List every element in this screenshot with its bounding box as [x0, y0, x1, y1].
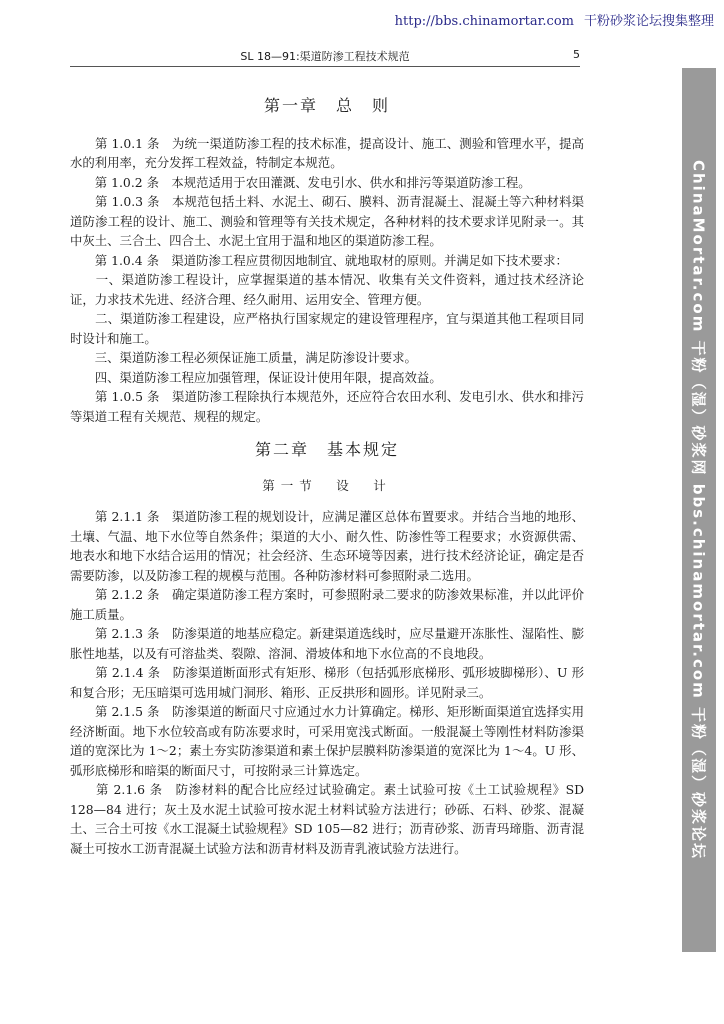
site-url: http://bbs.chinamortar.com: [394, 14, 574, 29]
sidebar-vertical-text: ChinaMortar.com 干粉（湿）砂浆网 bbs.chinamortar.com 干粉（湿）砂浆论坛: [689, 159, 708, 861]
section-title: 第一节 设 计: [262, 477, 392, 493]
paragraph: 第 2.1.6 条 防渗材料的配合比应经过试验确定。素土试验可按《土工试验规程》SD 128—84 进行；灰土及水泥土试验可按水泥土材料试验方法进行；砂砾、石料、砂浆、混凝土、三合土可按《水工混凝土试验规程》SD 105—82 进行；沥青砂浆、沥青玛𤧛脂、沥青混凝土可按水工沥青混凝土试验方法和沥青材料及沥青乳液试验方法进行。: [70, 782, 584, 856]
paragraph: 二、渠道防渗工程建设，应严格执行国家规定的建设管理程序，宜与渠道其他工程项目同时设计和施工。: [70, 311, 584, 346]
running-header: [70, 48, 580, 65]
header-rule: [70, 66, 580, 67]
paragraph: 一、渠道防渗工程设计，应掌握渠道的基本情况、收集有关文件资料，通过技术经济论证，力求技术先进、经济合理、经久耐用、运用安全、管理方便。: [70, 272, 584, 307]
paragraph: 第 2.1.4 条 防渗渠道断面形式有矩形、梯形（包括弧形底梯形、弧形坡脚梯形）、U 形和复合形；无压暗渠可选用城门洞形、箱形、正反拱形和圆形。详见附录三。: [70, 665, 584, 700]
paragraph: 第 2.1.1 条 渠道防渗工程的规划设计，应满足灌区总体布置要求。并结合当地的地形、土壤、气温、地下水位等自然条件；渠道的大小、耐久性、防渗性等工程要求；水资源供需、地表水和地下水结合运用的情况；社会经济、生态环境等因素，进行技术经济论证，确定是否需要防渗，以及防渗工程的规模与范围。各种防渗材料可参照附录二选用。: [70, 509, 584, 583]
watermark-sidebar: [682, 68, 716, 952]
paragraph: 第 1.0.4 条 渠道防渗工程应贯彻因地制宜、就地取材的原则。并满足如下技术要求：: [70, 252, 568, 268]
paragraph: 第 2.1.5 条 防渗渠道的断面尺寸应通过水力计算确定。梯形、矩形断面渠道宜选择实用经济断面。地下水位较高或有防冻要求时，可采用宽浅式断面。一般混凝土等刚性材料防渗渠道的宽深比为 1～2；素土夯实防渗渠道和素土保护层膜料防渗渠道的宽深比为 1～4。U 形、弧形底梯形和暗渠的断面尺寸，可按附录三计算选定。: [70, 704, 584, 778]
paragraph: 第 1.0.2 条 本规范适用于农田灌溉、发电引水、供水和排污等渠道防渗工程。: [70, 174, 531, 190]
chapter-1-title: 第一章 总 则: [263, 96, 390, 115]
paragraph: 四、渠道防渗工程应加强管理，保证设计使用年限，提高效益。: [70, 369, 442, 385]
site-title: 干粉砂浆论坛搜集整理: [583, 14, 714, 29]
paragraph: 第 1.0.1 条 为统一渠道防渗工程的技术标准，提高设计、施工、测验和管理水平，提高水的利用率，充分发挥工程效益，特制定本规范。: [70, 135, 584, 170]
paragraph: 第 2.1.2 条 确定渠道防渗工程方案时，可参照附录二要求的防渗效果标准，并以此评价施工质量。: [70, 587, 584, 622]
running-title: SL 18—91:渠道防渗工程技术规范: [240, 50, 410, 63]
paragraph: 三、渠道防渗工程必须保证施工质量，满足防渗设计要求。: [70, 350, 417, 365]
chapter-2-title: 第二章 基本规定: [254, 440, 399, 459]
site-watermark: [395, 10, 714, 29]
paragraph: 第 1.0.5 条 渠道防渗工程除执行本规范外，还应符合农田水利、发电引水、供水和排污等渠道工程有关规范、规程的规定。: [70, 389, 584, 424]
page-number: 5: [573, 48, 580, 61]
paragraph: 第 2.1.3 条 防渗渠道的地基应稳定。新建渠道选线时，应尽量避开冻胀性、湿陷性、膨胀性地基，以及有可溶盐类、裂隙、溶洞、滑坡体和地下水位高的不良地段。: [70, 626, 584, 661]
document-body: [70, 96, 584, 858]
paragraph: 第 1.0.3 条 本规范包括土料、水泥土、砌石、膜料、沥青混凝土、混凝土等六种材料渠道防渗工程的设计、施工、测验和管理等有关技术规定，各种材料的技术要求详见附录一。其中灰土、三合土、四合土、水泥土宜用于温和地区的渠道防渗工程。: [70, 194, 584, 248]
